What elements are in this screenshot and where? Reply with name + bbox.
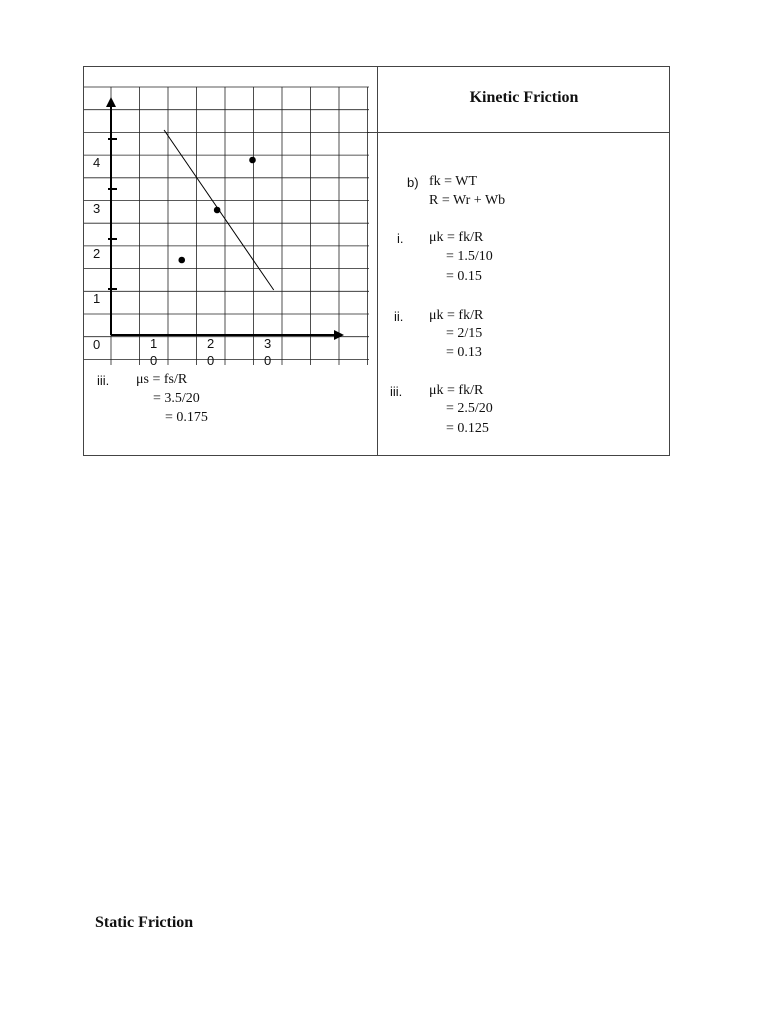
b-marker: b): [407, 175, 419, 190]
header-row-divider: [367, 132, 670, 133]
y-axis-arrow: [106, 97, 116, 107]
item-iii-marker: iii.: [390, 384, 403, 399]
data-point: [249, 157, 256, 164]
y-label-3: 3: [93, 201, 101, 216]
item-i-formula: μk = fk/R: [429, 230, 484, 245]
x-label-20-bottom: 0: [207, 353, 215, 368]
item-i-marker: i.: [397, 231, 404, 246]
graph: [84, 67, 377, 377]
b-formula-1: fk = WT: [429, 174, 478, 189]
kinetic-friction-title: Kinetic Friction: [469, 89, 579, 106]
static-friction-heading: Static Friction: [95, 914, 194, 931]
grid: [84, 87, 369, 365]
static-substitution: = 3.5/20: [153, 391, 200, 406]
static-result: = 0.175: [165, 410, 208, 425]
data-point: [214, 207, 221, 214]
data-point: [178, 257, 185, 264]
x-label-20-top: 2: [207, 336, 215, 351]
y-label-1: 1: [93, 291, 101, 306]
b-formula-2: R = Wr + Wb: [429, 193, 506, 208]
static-formula: μs = fs/R: [136, 372, 188, 387]
item-iii-result: = 0.125: [446, 421, 489, 436]
item-i-substitution: = 1.5/10: [446, 249, 493, 264]
y-label-4: 4: [93, 155, 101, 170]
item-iii-formula: μk = fk/R: [429, 383, 484, 398]
graph-svg: [84, 67, 377, 377]
item-ii-formula: μk = fk/R: [429, 308, 484, 323]
item-ii-marker: ii.: [394, 309, 404, 324]
results-table: [83, 66, 670, 456]
item-ii-result: = 0.13: [446, 345, 482, 360]
origin-label: 0: [93, 337, 101, 352]
column-divider: [377, 67, 378, 455]
x-label-10-bottom: 0: [150, 353, 158, 368]
static-item-marker: iii.: [97, 373, 110, 388]
x-label-30-top: 3: [264, 336, 272, 351]
y-ticks: [108, 139, 117, 289]
x-label-30-bottom: 0: [264, 353, 272, 368]
item-ii-substitution: = 2/15: [446, 326, 483, 341]
y-label-2: 2: [93, 246, 101, 261]
item-i-result: = 0.15: [446, 269, 482, 284]
x-label-10-top: 1: [150, 336, 158, 351]
item-iii-substitution: = 2.5/20: [446, 401, 493, 416]
